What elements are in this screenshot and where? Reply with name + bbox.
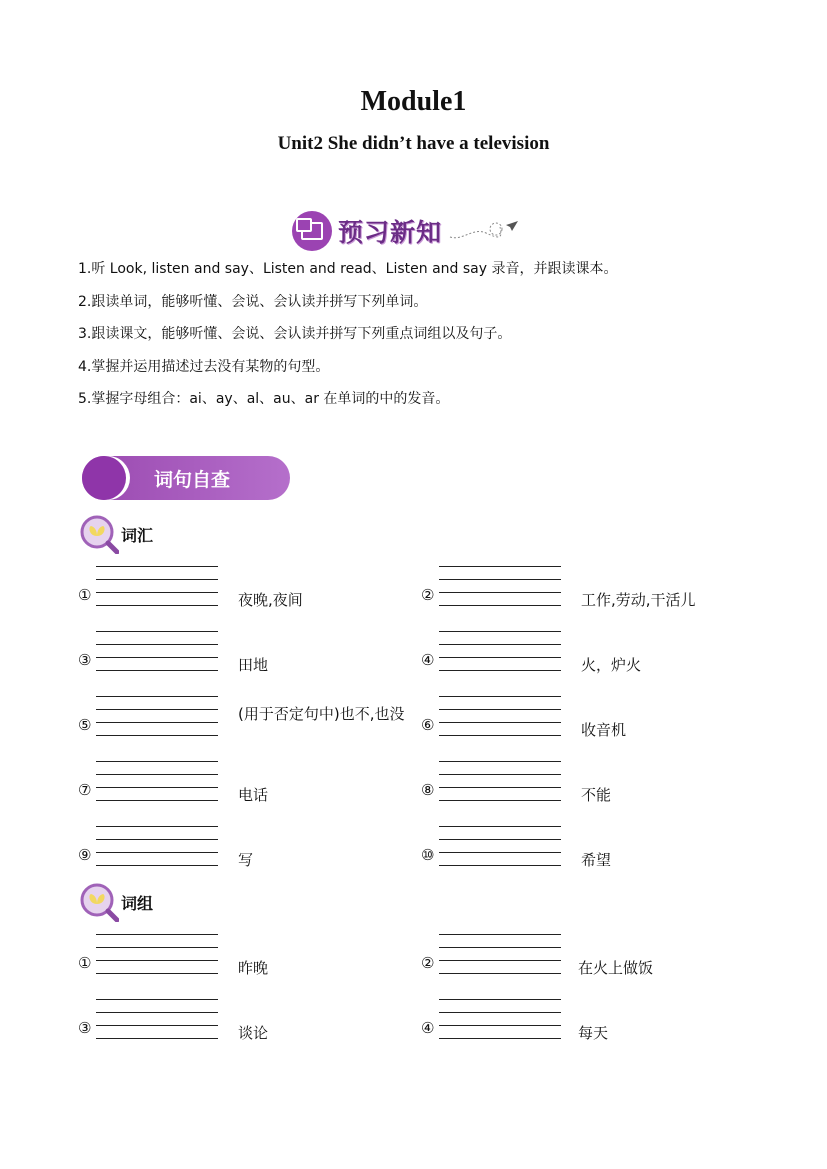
page-title: Module1 — [360, 86, 467, 117]
answer-line[interactable] — [439, 973, 561, 974]
banner-circle — [82, 456, 126, 500]
learning-goals — [78, 258, 617, 421]
answer-line[interactable] — [96, 592, 218, 593]
item-number: ② — [421, 586, 435, 604]
answer-line[interactable] — [96, 644, 218, 645]
vocab-item — [78, 826, 418, 886]
phrases-heading-label: 词组 — [121, 893, 154, 913]
preview-banner — [292, 210, 518, 252]
answer-line[interactable] — [96, 960, 218, 961]
answer-line[interactable] — [439, 644, 561, 645]
answer-line[interactable] — [439, 605, 561, 606]
answer-line[interactable] — [439, 1025, 561, 1026]
item-number: ③ — [78, 651, 92, 669]
answer-line[interactable] — [439, 787, 561, 788]
answer-line[interactable] — [96, 605, 218, 606]
answer-line[interactable] — [439, 761, 561, 762]
item-number: ④ — [421, 1019, 435, 1037]
vocab-item — [78, 566, 418, 626]
answer-line[interactable] — [96, 839, 218, 840]
answer-line[interactable] — [439, 999, 561, 1000]
photo-frame-icon — [292, 211, 332, 251]
item-meaning: (用于否定句中)也不,也没 — [238, 705, 405, 723]
item-number: ⑥ — [421, 716, 435, 734]
section-banner — [82, 456, 290, 500]
answer-line[interactable] — [439, 826, 561, 827]
answer-line[interactable] — [96, 1025, 218, 1026]
answer-line[interactable] — [96, 761, 218, 762]
item-number: ⑤ — [78, 716, 92, 734]
vocab-item — [78, 631, 418, 691]
item-number: ④ — [421, 651, 435, 669]
goal-item: 3.跟读课文，能够听懂、会说、会认读并拼写下列重点词组以及句子。 — [78, 326, 512, 342]
answer-line[interactable] — [439, 670, 561, 671]
vocab-item — [421, 566, 761, 626]
answer-line[interactable] — [96, 566, 218, 567]
item-number: ③ — [78, 1019, 92, 1037]
answer-line[interactable] — [439, 839, 561, 840]
item-meaning: 每天 — [578, 1024, 609, 1042]
answer-line[interactable] — [96, 934, 218, 935]
answer-line[interactable] — [96, 722, 218, 723]
item-meaning: 工作,劳动,干活儿 — [581, 591, 696, 609]
vocab-heading-label: 词汇 — [121, 525, 154, 545]
item-meaning: 不能 — [581, 786, 612, 804]
answer-line[interactable] — [439, 579, 561, 580]
item-number: ① — [78, 954, 92, 972]
goal-item: 1.听 Look, listen and say、Listen and read、Listen and say 录音，并跟读课本。 — [78, 261, 618, 277]
answer-line[interactable] — [96, 709, 218, 710]
answer-line[interactable] — [96, 657, 218, 658]
item-number: ⑧ — [421, 781, 435, 799]
answer-line[interactable] — [96, 973, 218, 974]
answer-line[interactable] — [439, 960, 561, 961]
answer-line[interactable] — [96, 735, 218, 736]
answer-line[interactable] — [439, 1038, 561, 1039]
answer-line[interactable] — [439, 800, 561, 801]
answer-line[interactable] — [439, 592, 561, 593]
magnifier-leaf-icon — [79, 514, 119, 554]
vocab-item — [78, 761, 418, 821]
item-number: ② — [421, 954, 435, 972]
answer-line[interactable] — [439, 657, 561, 658]
answer-line[interactable] — [439, 774, 561, 775]
paper-plane-icon — [448, 219, 518, 243]
page-subtitle: Unit2 She didn’t have a television — [277, 133, 550, 154]
answer-line[interactable] — [96, 947, 218, 948]
answer-line[interactable] — [96, 826, 218, 827]
answer-line[interactable] — [439, 566, 561, 567]
magnifier-leaf-icon — [79, 882, 119, 922]
answer-line[interactable] — [96, 631, 218, 632]
phrase-item — [421, 999, 761, 1059]
item-meaning: 谈论 — [238, 1024, 269, 1042]
vocab-item — [421, 761, 761, 821]
answer-line[interactable] — [96, 999, 218, 1000]
item-meaning: 夜晚,夜间 — [238, 591, 303, 609]
vocab-heading — [79, 514, 153, 554]
answer-line[interactable] — [96, 670, 218, 671]
item-meaning: 收音机 — [581, 721, 627, 739]
answer-line[interactable] — [96, 852, 218, 853]
item-meaning: 在火上做饭 — [578, 959, 654, 977]
answer-line[interactable] — [439, 1012, 561, 1013]
answer-line[interactable] — [439, 709, 561, 710]
item-meaning: 火，炉火 — [581, 656, 642, 674]
goal-item: 4.掌握并运用描述过去没有某物的句型。 — [78, 358, 330, 375]
answer-line[interactable] — [96, 1012, 218, 1013]
item-meaning: 昨晚 — [238, 959, 269, 977]
answer-line[interactable] — [439, 934, 561, 935]
answer-line[interactable] — [96, 696, 218, 697]
preview-banner-label: 预习新知 — [338, 218, 443, 247]
section-banner-label: 词句自查 — [154, 469, 231, 491]
phrase-item — [421, 934, 761, 994]
answer-line[interactable] — [96, 800, 218, 801]
answer-line[interactable] — [96, 865, 218, 866]
phrases-heading — [79, 882, 153, 922]
answer-line[interactable] — [439, 947, 561, 948]
answer-line[interactable] — [96, 787, 218, 788]
phrase-item — [78, 999, 418, 1059]
answer-line[interactable] — [439, 696, 561, 697]
item-number: ① — [78, 586, 92, 604]
item-meaning: 希望 — [581, 851, 612, 869]
answer-line[interactable] — [96, 774, 218, 775]
item-number: ⑦ — [78, 781, 92, 799]
goal-item: 2.跟读单词，能够听懂、会说、会认读并拼写下列单词。 — [78, 293, 428, 310]
vocab-item — [78, 696, 418, 756]
vocab-item — [421, 631, 761, 691]
phrase-item — [78, 934, 418, 994]
answer-line[interactable] — [439, 735, 561, 736]
vocab-item — [421, 696, 761, 756]
item-number: ⑩ — [421, 846, 435, 864]
item-meaning: 写 — [238, 851, 254, 869]
vocab-item — [421, 826, 761, 886]
answer-line[interactable] — [96, 579, 218, 580]
item-meaning: 田地 — [238, 656, 269, 674]
item-meaning: 电话 — [238, 786, 269, 804]
answer-line[interactable] — [439, 722, 561, 723]
answer-line[interactable] — [439, 631, 561, 632]
goal-item: 5.掌握字母组合：ai、ay、al、au、ar 在单词的中的发音。 — [78, 391, 450, 407]
answer-line[interactable] — [439, 865, 561, 866]
answer-line[interactable] — [439, 852, 561, 853]
answer-line[interactable] — [96, 1038, 218, 1039]
item-number: ⑨ — [78, 846, 92, 864]
